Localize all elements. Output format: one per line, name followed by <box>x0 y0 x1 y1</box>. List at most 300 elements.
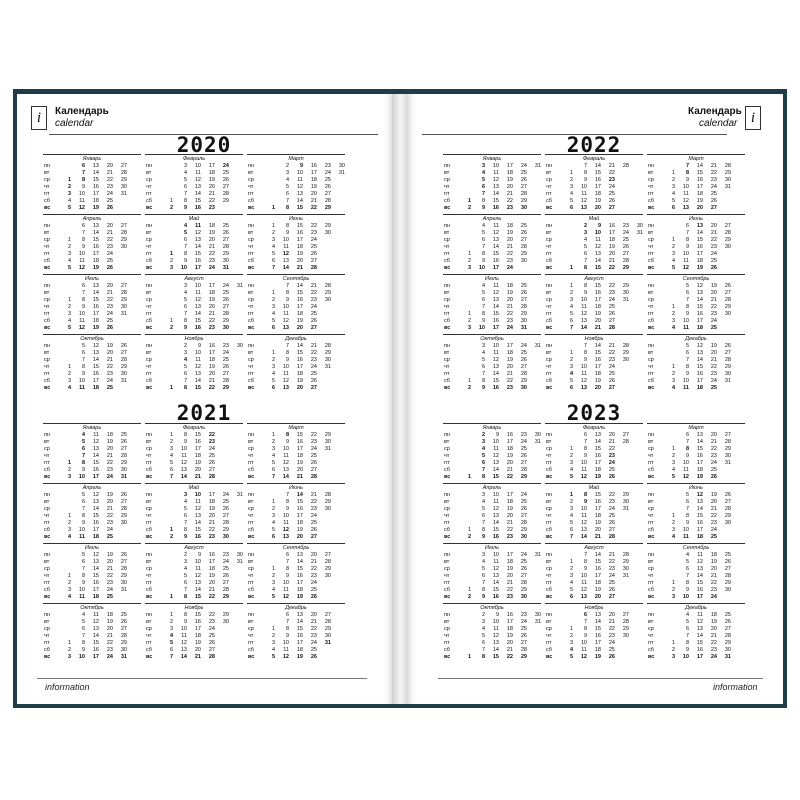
weekday-label: ср <box>44 626 50 632</box>
week-row <box>43 633 143 640</box>
weekday-label: пт <box>444 520 450 526</box>
day-cell: 22 <box>106 297 113 303</box>
day-cell: 1 <box>271 626 275 632</box>
weekday-label: пт <box>546 640 552 646</box>
day-cell: 3 <box>569 573 573 579</box>
day-cell: 6 <box>671 205 675 211</box>
day-cell: 9 <box>685 647 689 653</box>
day-cell: 4 <box>685 612 689 618</box>
day-cell: 11 <box>195 357 201 363</box>
week-row <box>145 191 245 198</box>
week-row <box>247 534 347 541</box>
day-cell: 12 <box>282 654 289 660</box>
week-row <box>43 626 143 633</box>
day-cell: 28 <box>222 587 229 593</box>
day-cell: 3 <box>67 378 71 384</box>
header-title: Календарь <box>688 106 742 117</box>
day-cell: 5 <box>67 205 71 211</box>
day-cell: 26 <box>120 552 127 558</box>
week-row <box>545 460 645 467</box>
day-cell: 17 <box>608 230 615 236</box>
day-cell: 9 <box>481 534 485 540</box>
week-row <box>545 265 645 272</box>
day-cell: 6 <box>169 647 173 653</box>
week-row <box>43 170 143 177</box>
weekday-label: сб <box>146 587 152 593</box>
day-cell: 12 <box>682 198 689 204</box>
day-cell: 29 <box>622 350 629 356</box>
day-cell: 28 <box>120 290 127 296</box>
day-cell: 16 <box>92 580 99 586</box>
week-row <box>43 506 143 513</box>
day-cell: 24 <box>310 580 317 586</box>
day-cell: 12 <box>78 205 85 211</box>
weekday-label: вт <box>546 230 552 236</box>
week-row <box>647 474 747 481</box>
day-cell: 21 <box>296 474 303 480</box>
day-cell: 3 <box>467 265 471 271</box>
day-cell: 19 <box>594 587 601 593</box>
day-cell: 6 <box>285 191 289 197</box>
day-cell: 10 <box>282 446 289 452</box>
weekday-label: вс <box>648 474 655 480</box>
day-cell: 22 <box>608 283 615 289</box>
day-cell: 2 <box>183 343 187 349</box>
week-row <box>247 492 347 499</box>
day-cell: 6 <box>169 467 173 473</box>
week-row <box>443 304 543 311</box>
day-cell: 31 <box>120 587 127 593</box>
day-cell: 23 <box>106 304 113 310</box>
day-cell: 22 <box>106 364 113 370</box>
day-cell: 12 <box>682 474 689 480</box>
day-cell: 8 <box>285 205 289 211</box>
day-cell: 23 <box>710 453 717 459</box>
month-calendar <box>545 423 643 482</box>
day-cell: 10 <box>282 640 289 646</box>
day-cell: 6 <box>481 640 485 646</box>
week-row <box>545 559 645 566</box>
week-row <box>247 559 347 566</box>
day-cell: 5 <box>685 559 689 565</box>
day-cell: 8 <box>285 626 289 632</box>
day-cell: 13 <box>682 205 689 211</box>
day-cell: 14 <box>194 191 201 197</box>
week-row <box>247 177 347 184</box>
day-cell: 26 <box>324 184 331 190</box>
day-cell: 15 <box>296 223 303 229</box>
week-row <box>145 432 245 439</box>
month-calendar <box>443 603 541 662</box>
week-row <box>443 587 543 594</box>
weekday-label: чт <box>146 244 152 250</box>
day-cell: 17 <box>696 318 703 324</box>
day-cell: 4 <box>271 587 275 593</box>
day-cell: 22 <box>310 626 317 632</box>
day-cell: 19 <box>310 184 317 190</box>
day-cell: 7 <box>81 290 85 296</box>
day-cell: 24 <box>622 230 629 236</box>
day-cell: 24 <box>106 311 113 317</box>
weekday-label: чт <box>146 513 152 519</box>
day-cell: 19 <box>296 527 303 533</box>
day-cell: 8 <box>685 364 689 370</box>
day-cell: 10 <box>580 460 587 466</box>
day-cell: 26 <box>106 325 113 331</box>
day-cell: 19 <box>506 453 513 459</box>
day-cell: 17 <box>696 184 703 190</box>
weekday-label: пн <box>648 223 655 229</box>
day-cell: 14 <box>696 163 703 169</box>
day-cell: 8 <box>685 237 689 243</box>
day-cell: 2 <box>169 325 173 331</box>
weekday-label: пн <box>444 283 451 289</box>
day-cell: 3 <box>67 191 71 197</box>
day-cell: 1 <box>169 432 173 438</box>
day-cell: 22 <box>106 513 113 519</box>
day-cell: 25 <box>310 371 317 377</box>
day-cell: 21 <box>310 283 317 289</box>
weekday-label: вт <box>248 350 254 356</box>
day-cell: 5 <box>569 654 573 660</box>
day-cell: 9 <box>583 357 587 363</box>
day-cell: 1 <box>271 432 275 438</box>
weekday-label: ср <box>444 177 450 183</box>
day-cell: 19 <box>106 619 113 625</box>
day-cell: 19 <box>696 474 703 480</box>
week-row <box>647 385 747 392</box>
day-cell: 20 <box>710 566 717 572</box>
day-cell: 13 <box>296 191 303 197</box>
weekday-label: сб <box>146 467 152 473</box>
day-cell: 21 <box>194 654 201 660</box>
day-cell: 10 <box>492 439 499 445</box>
month-calendar <box>247 214 345 273</box>
day-cell: 10 <box>282 237 289 243</box>
week-row <box>545 237 645 244</box>
day-cell: 31 <box>724 184 731 190</box>
day-cell: 10 <box>682 594 689 600</box>
week-row <box>247 626 347 633</box>
day-cell: 10 <box>682 460 689 466</box>
weekday-label: сб <box>546 258 552 264</box>
day-cell: 29 <box>622 283 629 289</box>
weekday-label: вс <box>444 205 451 211</box>
day-cell: 5 <box>183 230 187 236</box>
day-cell: 23 <box>608 290 615 296</box>
month-name: Январь <box>82 156 102 162</box>
day-cell: 12 <box>282 460 289 466</box>
day-cell: 7 <box>271 474 275 480</box>
weekday-label: пн <box>248 492 255 498</box>
weekday-label: пт <box>146 460 152 466</box>
day-cell: 19 <box>194 460 201 466</box>
day-cell: 20 <box>608 432 615 438</box>
day-cell: 7 <box>285 559 289 565</box>
day-cell: 11 <box>697 612 703 618</box>
day-cell: 1 <box>569 626 573 632</box>
day-cell: 29 <box>520 474 527 480</box>
week-row <box>145 205 245 212</box>
week-row <box>247 527 347 534</box>
day-cell: 1 <box>271 499 275 505</box>
day-cell: 9 <box>583 177 587 183</box>
weekday-label: пн <box>248 283 255 289</box>
day-cell: 27 <box>520 184 527 190</box>
day-cell: 2 <box>67 520 71 526</box>
day-cell: 30 <box>724 311 731 317</box>
week-row <box>647 184 747 191</box>
day-cell: 23 <box>310 439 317 445</box>
day-cell: 2 <box>271 573 275 579</box>
weekday-label: пн <box>546 163 553 169</box>
week-row <box>545 587 645 594</box>
day-cell: 24 <box>710 527 717 533</box>
weekday-label: ср <box>44 177 50 183</box>
day-cell: 13 <box>92 626 99 632</box>
day-cell: 28 <box>310 265 317 271</box>
week-row <box>43 304 143 311</box>
day-cell: 20 <box>310 612 317 618</box>
weekday-label: сб <box>146 318 152 324</box>
day-cell: 5 <box>671 265 675 271</box>
weekday-label: чт <box>444 184 450 190</box>
weekday-label: ср <box>146 626 152 632</box>
day-cell: 10 <box>194 163 201 169</box>
weekday-label: вс <box>44 205 51 211</box>
day-cell: 28 <box>324 492 331 498</box>
week-row <box>647 198 747 205</box>
day-cell: 28 <box>324 283 331 289</box>
weekday-label: пт <box>546 460 552 466</box>
day-cell: 22 <box>710 170 717 176</box>
weekday-label: чт <box>146 364 152 370</box>
day-cell: 1 <box>67 573 71 579</box>
day-cell: 22 <box>710 446 717 452</box>
day-cell: 1 <box>169 251 173 257</box>
day-cell: 22 <box>608 446 615 452</box>
day-cell: 20 <box>710 626 717 632</box>
day-cell: 8 <box>481 251 485 257</box>
day-cell: 11 <box>79 385 85 391</box>
day-cell: 17 <box>696 460 703 466</box>
weekday-label: ср <box>648 446 654 452</box>
day-cell: 5 <box>271 654 275 660</box>
day-cell: 8 <box>285 432 289 438</box>
day-cell: 4 <box>271 647 275 653</box>
day-cell: 13 <box>696 432 703 438</box>
day-cell: 30 <box>520 205 527 211</box>
month-calendar <box>43 483 141 542</box>
day-cell: 26 <box>120 343 127 349</box>
header-title: Календарь <box>55 106 109 117</box>
day-cell: 15 <box>594 265 601 271</box>
day-cell: 30 <box>222 258 229 264</box>
day-cell: 29 <box>724 304 731 310</box>
day-cell: 22 <box>106 640 113 646</box>
day-cell: 18 <box>696 467 703 473</box>
day-cell: 12 <box>696 343 703 349</box>
week-row <box>443 647 543 654</box>
weekday-label: чт <box>44 453 50 459</box>
day-cell: 30 <box>724 453 731 459</box>
month-calendar <box>647 603 745 662</box>
month-calendar <box>443 334 541 393</box>
weekday-label: вс <box>546 474 553 480</box>
day-cell: 7 <box>285 343 289 349</box>
day-cell: 16 <box>194 534 201 540</box>
weekday-label: ср <box>44 357 50 363</box>
day-cell: 20 <box>506 237 513 243</box>
day-cell: 30 <box>622 566 629 572</box>
day-cell: 11 <box>283 587 289 593</box>
day-cell: 4 <box>481 350 485 356</box>
day-cell: 17 <box>310 170 317 176</box>
month-name: Март <box>688 425 704 431</box>
weekday-label: чт <box>648 573 654 579</box>
day-cell: 6 <box>569 205 573 211</box>
day-cell: 10 <box>282 364 289 370</box>
week-row <box>43 290 143 297</box>
day-cell: 29 <box>724 364 731 370</box>
day-cell: 19 <box>506 506 513 512</box>
day-cell: 1 <box>671 513 675 519</box>
weekday-label: ср <box>146 297 152 303</box>
day-cell: 12 <box>492 633 499 639</box>
month-name: Май <box>588 216 600 222</box>
day-cell: 24 <box>520 439 527 445</box>
day-cell: 3 <box>467 325 471 331</box>
week-row <box>443 640 543 647</box>
day-cell: 11 <box>581 580 587 586</box>
day-cell: 26 <box>310 594 317 600</box>
day-cell: 14 <box>492 647 499 653</box>
day-cell: 22 <box>208 612 215 618</box>
day-cell: 25 <box>324 177 331 183</box>
day-cell: 14 <box>92 506 99 512</box>
day-cell: 22 <box>608 170 615 176</box>
weekday-label: сб <box>546 527 552 533</box>
day-cell: 20 <box>106 626 113 632</box>
week-row <box>545 244 645 251</box>
week-row <box>647 612 747 619</box>
weekday-label: пт <box>44 520 50 526</box>
week-row <box>247 364 347 371</box>
day-cell: 3 <box>67 474 71 480</box>
day-cell: 18 <box>296 453 303 459</box>
weekday-label: пн <box>444 492 451 498</box>
day-cell: 14 <box>594 552 601 558</box>
week-row <box>443 244 543 251</box>
day-cell: 24 <box>222 283 229 289</box>
day-cell: 30 <box>324 439 331 445</box>
day-cell: 12 <box>194 364 201 370</box>
day-cell: 23 <box>520 612 527 618</box>
day-cell: 4 <box>67 258 71 264</box>
day-cell: 29 <box>520 587 527 593</box>
day-cell: 27 <box>120 499 127 505</box>
day-cell: 14 <box>194 378 201 384</box>
day-cell: 21 <box>506 371 513 377</box>
day-cell: 3 <box>67 527 71 533</box>
day-cell: 1 <box>671 364 675 370</box>
week-row <box>443 251 543 258</box>
week-row <box>43 619 143 626</box>
day-cell: 25 <box>208 453 215 459</box>
day-cell: 13 <box>92 223 99 229</box>
week-row <box>443 265 543 272</box>
day-cell: 19 <box>296 318 303 324</box>
weekday-label: сб <box>546 378 552 384</box>
day-cell: 24 <box>208 626 215 632</box>
day-cell: 6 <box>685 223 689 229</box>
day-cell: 1 <box>671 640 675 646</box>
day-cell: 2 <box>67 184 71 190</box>
day-cell: 12 <box>92 492 99 498</box>
day-cell: 22 <box>310 290 317 296</box>
day-cell: 24 <box>608 460 615 466</box>
day-cell: 17 <box>194 446 201 452</box>
day-cell: 25 <box>310 520 317 526</box>
week-row <box>145 290 245 297</box>
weekday-label: пт <box>44 460 50 466</box>
day-cell: 28 <box>222 378 229 384</box>
week-row <box>247 311 347 318</box>
day-cell: 21 <box>608 258 615 264</box>
day-cell: 3 <box>569 364 573 370</box>
day-cell: 11 <box>493 223 499 229</box>
month-calendar <box>43 603 141 662</box>
weekday-label: ср <box>648 566 654 572</box>
weekday-label: ср <box>444 237 450 243</box>
weekday-label: вт <box>546 290 552 296</box>
day-cell: 21 <box>710 439 717 445</box>
day-cell: 4 <box>671 325 675 331</box>
weekday-label: вт <box>648 290 654 296</box>
week-row <box>647 640 747 647</box>
weekday-label: ср <box>444 446 450 452</box>
weekday-label: ср <box>648 297 654 303</box>
day-cell: 13 <box>580 527 587 533</box>
day-cell: 27 <box>520 573 527 579</box>
day-cell: 17 <box>506 343 513 349</box>
info-icon: i <box>745 106 761 130</box>
day-cell: 20 <box>296 467 303 473</box>
weekday-label: пн <box>248 343 255 349</box>
weekday-label: пт <box>248 460 254 466</box>
day-cell: 4 <box>271 244 275 250</box>
day-cell: 25 <box>608 647 615 653</box>
weekday-label: пт <box>248 191 254 197</box>
day-cell: 7 <box>183 587 187 593</box>
day-cell: 9 <box>481 385 485 391</box>
day-cell: 10 <box>478 265 485 271</box>
day-cell: 8 <box>183 527 187 533</box>
day-cell: 6 <box>583 612 587 618</box>
day-cell: 20 <box>710 223 717 229</box>
week-row <box>647 506 747 513</box>
week-row <box>145 350 245 357</box>
day-cell: 4 <box>569 467 573 473</box>
day-cell: 30 <box>324 573 331 579</box>
day-cell: 13 <box>92 499 99 505</box>
day-cell: 8 <box>81 177 85 183</box>
week-row <box>43 654 143 661</box>
weekday-label: пт <box>248 311 254 317</box>
day-cell: 19 <box>506 230 513 236</box>
day-cell: 6 <box>183 237 187 243</box>
day-cell: 17 <box>506 492 513 498</box>
